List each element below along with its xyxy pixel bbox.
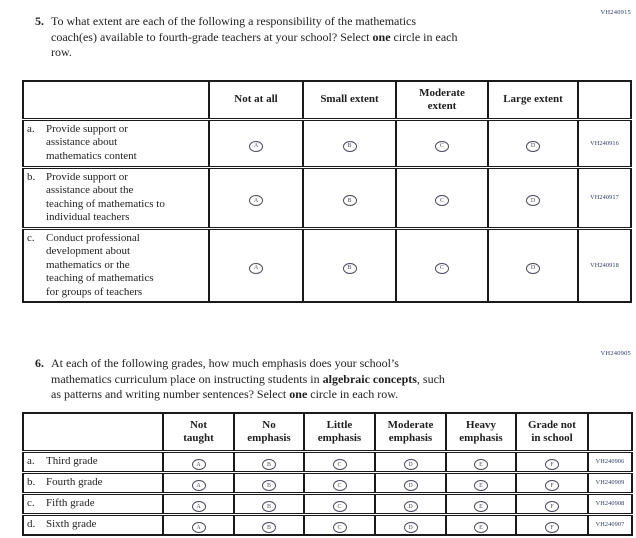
item-code: VH240909 [588, 472, 632, 493]
option-cell [488, 167, 578, 228]
answer-circle[interactable]: E [474, 522, 488, 533]
question6-header-row [23, 413, 632, 451]
option-cell [234, 451, 304, 472]
question5-table [22, 80, 632, 303]
answer-circle[interactable]: F [545, 480, 559, 491]
answer-circle[interactable]: C [435, 141, 449, 152]
option-cell [488, 119, 578, 167]
item-code: VH240908 [588, 493, 632, 514]
header-heavy-emphasis: Heavy emphasis [446, 413, 516, 451]
table-row-a [23, 451, 632, 472]
option-cell [396, 167, 488, 228]
header-code-cell [588, 413, 632, 451]
item-code: VH240916 [578, 119, 631, 167]
table-row-c [23, 228, 631, 302]
row-label-text: Provide support or assistance about mathematics content [46, 122, 137, 162]
question6 [35, 356, 595, 403]
option-cell [209, 119, 303, 167]
option-cell [234, 472, 304, 493]
answer-circle[interactable]: F [545, 501, 559, 512]
row-letter: d. [27, 518, 36, 530]
header-blank-cell [23, 81, 209, 119]
option-cell [516, 472, 588, 493]
option-cell [304, 472, 375, 493]
row-label-text: Conduct professional development about mathematics or the teaching of mathematics for groups of teachers [46, 231, 154, 298]
question5-number: 5. [35, 14, 44, 28]
answer-circle[interactable]: B [343, 141, 357, 152]
option-cell [163, 514, 234, 535]
answer-circle[interactable]: B [262, 501, 276, 512]
answer-circle[interactable]: A [249, 263, 263, 274]
answer-circle[interactable]: D [404, 480, 418, 491]
answer-circle[interactable]: D [526, 141, 540, 152]
question6-number: 6. [35, 356, 44, 370]
option-cell [163, 451, 234, 472]
row-label-text: Provide support or assistance about the teaching of mathematics to individual teachers [46, 170, 165, 223]
option-cell [234, 493, 304, 514]
header-not-taught: Not taught [163, 413, 234, 451]
header-not-at-all: Not at all [209, 81, 303, 119]
row-label-text: Fourth grade [46, 475, 103, 488]
answer-circle[interactable]: B [343, 263, 357, 274]
question5-text-line: coach(es) available to fourth-grade teachers at your school? Select one circle in each [51, 29, 458, 44]
question6-code: VH240905 [600, 350, 631, 357]
answer-circle[interactable]: D [526, 195, 540, 206]
answer-circle[interactable]: A [192, 522, 206, 533]
option-cell [396, 228, 488, 302]
row-label [23, 472, 163, 493]
answer-circle[interactable]: B [343, 195, 357, 206]
header-small-extent: Small extent [303, 81, 396, 119]
option-cell [234, 514, 304, 535]
table-row-b [23, 167, 631, 228]
option-cell [375, 451, 446, 472]
header-grade-not-in-school: Grade not in school [516, 413, 588, 451]
question6-text-line: as patterns and writing number sentences? Select one circle in each row. [51, 387, 399, 401]
option-cell [446, 451, 516, 472]
question5-text [51, 14, 457, 61]
answer-circle[interactable]: C [333, 522, 347, 533]
question5-code: VH240915 [600, 9, 631, 16]
option-cell [446, 472, 516, 493]
question6-text-line: At each of the following grades, how much emphasis does your school’s [51, 356, 399, 370]
row-label [23, 451, 163, 472]
table-row-b [23, 472, 632, 493]
answer-circle[interactable]: D [404, 459, 418, 470]
row-letter: c. [27, 496, 35, 509]
option-cell [488, 228, 578, 302]
answer-circle[interactable]: D [404, 501, 418, 512]
row-label [23, 119, 209, 167]
option-cell [516, 493, 588, 514]
option-cell [304, 493, 375, 514]
header-large-extent: Large extent [488, 81, 578, 119]
question6-table [22, 412, 633, 536]
item-code: VH240907 [588, 514, 632, 535]
option-cell [163, 493, 234, 514]
table-row-d [23, 514, 632, 535]
answer-circle[interactable]: C [333, 459, 347, 470]
answer-circle[interactable]: E [474, 501, 488, 512]
option-cell [516, 514, 588, 535]
answer-circle[interactable]: F [545, 522, 559, 533]
table-row-c [23, 493, 632, 514]
option-cell [303, 228, 396, 302]
item-code: VH240906 [588, 451, 632, 472]
option-cell [396, 119, 488, 167]
option-cell [446, 493, 516, 514]
header-blank-cell [23, 413, 163, 451]
answer-circle[interactable]: F [545, 459, 559, 470]
answer-circle[interactable]: C [435, 195, 449, 206]
answer-circle[interactable]: D [404, 522, 418, 533]
option-cell [375, 493, 446, 514]
answer-circle[interactable]: E [474, 480, 488, 491]
item-code: VH240918 [578, 228, 631, 302]
row-letter: a. [27, 454, 35, 467]
option-cell [375, 514, 446, 535]
option-cell [304, 514, 375, 535]
row-label [23, 167, 209, 228]
question5-text-line: To what extent are each of the following a responsibility of the mathematics [51, 14, 417, 28]
question5-header-row [23, 81, 631, 119]
option-cell [303, 167, 396, 228]
row-letter: b. [27, 475, 36, 488]
answer-circle[interactable]: C [333, 480, 347, 491]
row-label [23, 493, 163, 514]
option-cell [303, 119, 396, 167]
header-moderate-extent: Moderate extent [396, 81, 488, 119]
answer-circle[interactable]: A [249, 195, 263, 206]
header-moderate-emphasis: Moderate emphasis [375, 413, 446, 451]
row-label-text: Fifth grade [46, 496, 95, 509]
row-letter: c. [27, 231, 35, 244]
row-label [23, 228, 209, 302]
answer-circle[interactable]: B [262, 480, 276, 491]
answer-circle[interactable]: A [249, 141, 263, 152]
option-cell [446, 514, 516, 535]
question5 [35, 14, 595, 61]
table-row-a [23, 119, 631, 167]
answer-circle[interactable]: D [526, 263, 540, 274]
answer-circle[interactable]: C [435, 263, 449, 274]
question6-text [51, 356, 445, 403]
header-code-cell [578, 81, 631, 119]
option-cell [375, 472, 446, 493]
row-label [23, 514, 163, 535]
question6-text-line: mathematics curriculum place on instructing students in algebraic concepts, such [51, 371, 445, 386]
option-cell [516, 451, 588, 472]
row-letter: b. [27, 170, 36, 183]
item-code: VH240917 [578, 167, 631, 228]
row-letter: a. [27, 122, 35, 135]
answer-circle[interactable]: C [333, 501, 347, 512]
answer-circle[interactable]: A [192, 459, 206, 470]
answer-circle[interactable]: E [474, 459, 488, 470]
option-cell [209, 167, 303, 228]
option-cell [163, 472, 234, 493]
option-cell [304, 451, 375, 472]
answer-circle[interactable]: B [262, 459, 276, 470]
header-little-emphasis: Little emphasis [304, 413, 375, 451]
answer-circle[interactable]: A [192, 480, 206, 491]
question5-text-line: row. [51, 45, 72, 59]
header-no-emphasis: No emphasis [234, 413, 304, 451]
answer-circle[interactable]: B [262, 522, 276, 533]
answer-circle[interactable]: A [192, 501, 206, 512]
option-cell [209, 228, 303, 302]
row-label-text: Third grade [46, 454, 98, 467]
row-label-text: Sixth grade [46, 518, 97, 530]
